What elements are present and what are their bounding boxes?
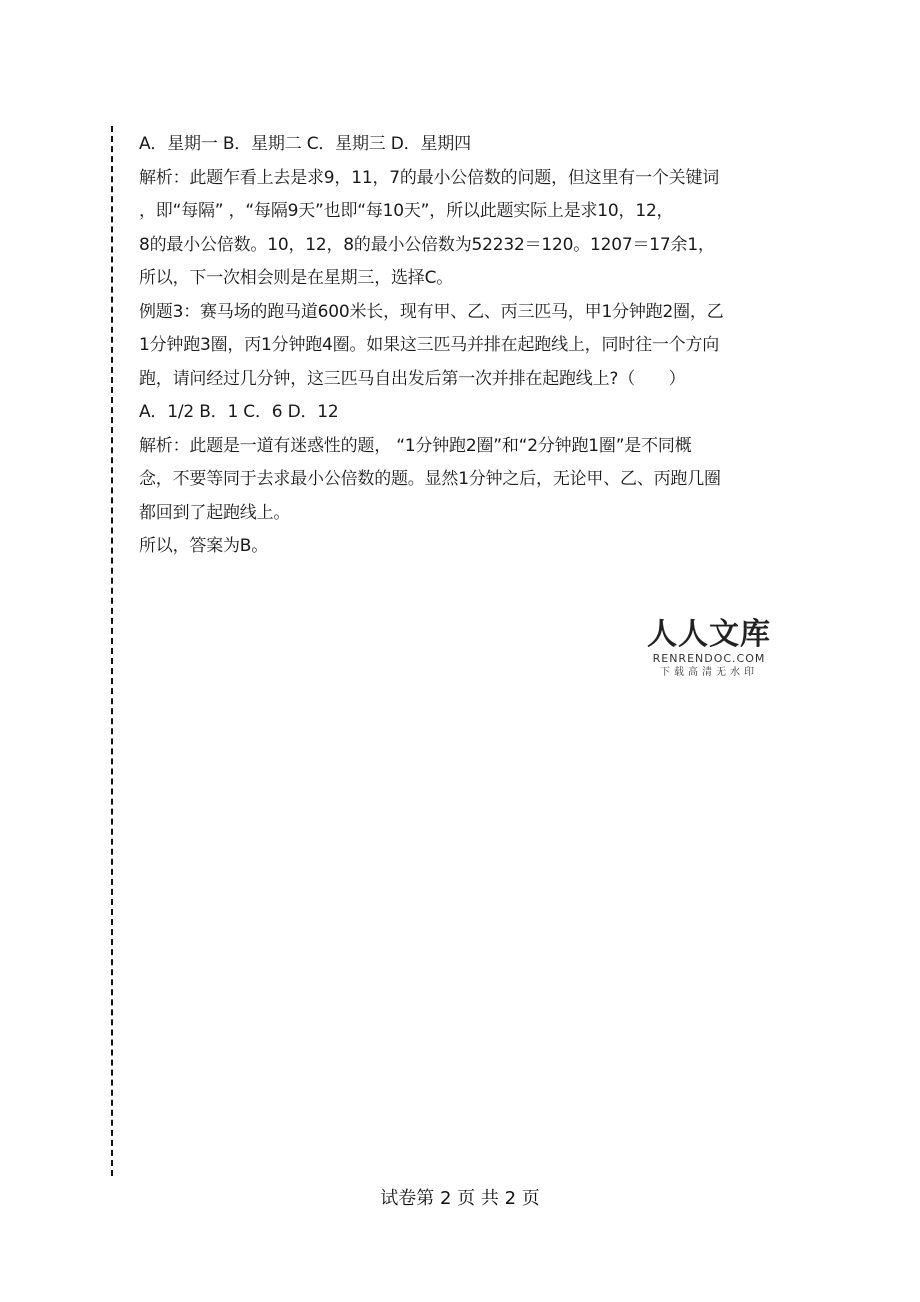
- watermark-slogan: 下载高清无水印: [660, 667, 758, 678]
- text-line: 解析：此题乍看上去是求9，11，7的最小公倍数的问题，但这里有一个关键词: [139, 167, 720, 188]
- text-line: 例题3：赛马场的跑马道600米长，现有甲、乙、丙三匹马，甲1分钟跑2圈，乙: [139, 301, 724, 322]
- binding-dashed-line: [111, 126, 113, 1176]
- page-footer: 试卷第 2 页 共 2 页: [380, 1188, 540, 1209]
- text-line: 解析：此题是一道有迷惑性的题， “1分钟跑2圈”和“2分钟跑1圈”是不同概: [139, 435, 692, 456]
- watermark-title: 人人文库: [647, 617, 771, 652]
- text-line: 8的最小公倍数。10，12，8的最小公倍数为52232＝120。1207＝17余1，: [139, 234, 715, 255]
- text-line: ，即“每隔” ，“每隔9天”也即“每10天”，所以此题实际上是求10，12，: [139, 201, 674, 221]
- text-line: 所以，答案为B。: [139, 536, 269, 556]
- document-body: [139, 128, 789, 564]
- text-line: 1分钟跑3圈，丙1分钟跑4圈。如果这三匹马并排在起跑线上，同时往一个方向: [139, 335, 720, 355]
- text-line: 念，不要等同于去求最小公倍数的题。显然1分钟之后，无论甲、乙、丙跑几圈: [139, 469, 721, 489]
- text-line: 所以，下一次相会则是在星期三，选择C。: [139, 268, 454, 288]
- renrendoc-watermark-logo: [644, 618, 774, 679]
- text-line: 跑，请问经过几分钟，这三匹马自出发后第一次并排在起跑线上?（ ）: [139, 368, 686, 389]
- text-line: A．星期一 B．星期二 C．星期三 D．星期四: [139, 134, 471, 154]
- text-line: 都回到了起跑线上。: [139, 502, 291, 523]
- watermark-domain: RENRENDOC.COM: [652, 652, 766, 665]
- text-line: A．1/2 B．1 C．6 D．12: [139, 402, 339, 422]
